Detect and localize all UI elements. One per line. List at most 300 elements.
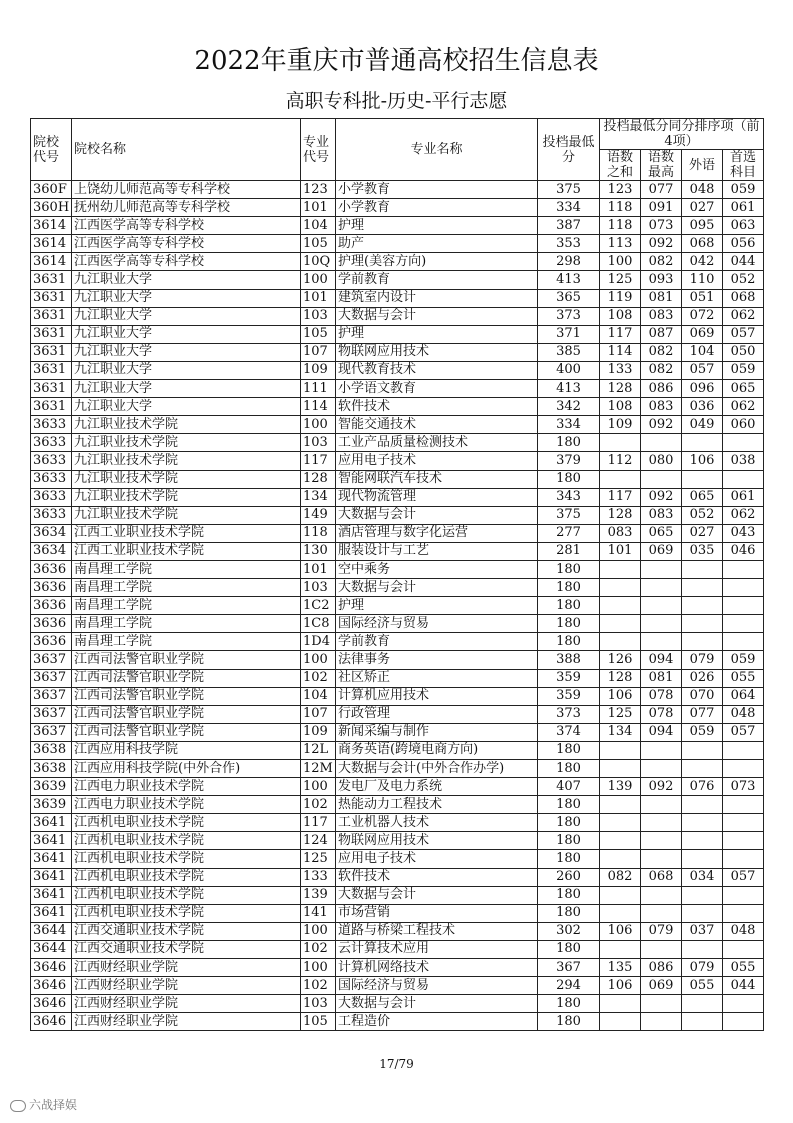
table-row [31,760,764,778]
sum-cn-math-cell: 100 [600,253,641,271]
first-subject-cell: 056 [723,235,764,253]
major-name-cell: 大数据与会计 [336,506,538,524]
first-subject-cell: 061 [723,488,764,506]
sum-cn-math-cell [600,940,641,958]
school-name-cell: 江西医学高等专科学校 [72,253,301,271]
foreign-lang-cell: 095 [682,217,723,235]
table-row [31,597,764,615]
school-name-cell: 九江职业技术学院 [72,470,301,488]
max-cn-math-cell: 073 [641,217,682,235]
max-cn-math-cell: 094 [641,651,682,669]
first-subject-cell [723,832,764,850]
table-row [31,253,764,271]
max-cn-math-cell: 086 [641,959,682,977]
max-cn-math-cell: 078 [641,705,682,723]
min-score-cell: 375 [538,181,600,199]
max-cn-math-cell: 065 [641,524,682,542]
sum-cn-math-cell: 082 [600,868,641,886]
foreign-lang-cell: 027 [682,199,723,217]
major-name-cell: 国际经济与贸易 [336,977,538,995]
school-code-cell: 3633 [31,452,72,470]
table-row [31,633,764,651]
max-cn-math-cell [641,434,682,452]
major-name-cell: 现代教育技术 [336,361,538,379]
min-score-cell: 180 [538,760,600,778]
max-cn-math-cell [641,832,682,850]
min-score-cell: 385 [538,343,600,361]
table-row [31,506,764,524]
major-name-cell: 空中乘务 [336,560,538,578]
max-cn-math-cell: 087 [641,325,682,343]
major-code-cell: 149 [301,506,336,524]
foreign-lang-cell: 079 [682,651,723,669]
school-name-cell: 南昌理工学院 [72,633,301,651]
table-row [31,886,764,904]
table-row [31,325,764,343]
sum-cn-math-cell [600,579,641,597]
first-subject-cell: 043 [723,524,764,542]
foreign-lang-cell: 072 [682,307,723,325]
school-code-cell: 3631 [31,343,72,361]
table-row [31,560,764,578]
table-row [31,959,764,977]
max-cn-math-cell: 081 [641,289,682,307]
major-code-cell: 134 [301,488,336,506]
major-name-cell: 工程造价 [336,1013,538,1031]
major-name-cell: 市场营销 [336,904,538,922]
major-code-cell: 109 [301,361,336,379]
foreign-lang-cell [682,470,723,488]
major-code-cell: 124 [301,832,336,850]
major-code-cell: 100 [301,959,336,977]
sum-cn-math-cell [600,434,641,452]
school-code-cell: 3631 [31,380,72,398]
foreign-lang-cell [682,814,723,832]
max-cn-math-cell: 082 [641,343,682,361]
major-name-cell: 计算机网络技术 [336,959,538,977]
first-subject-cell: 052 [723,271,764,289]
major-code-cell: 105 [301,235,336,253]
foreign-lang-cell: 049 [682,416,723,434]
school-code-cell: 3631 [31,361,72,379]
max-cn-math-cell: 086 [641,380,682,398]
max-cn-math-cell: 083 [641,506,682,524]
table-row [31,235,764,253]
min-score-cell: 294 [538,977,600,995]
school-code-cell: 3646 [31,959,72,977]
major-name-cell: 软件技术 [336,398,538,416]
max-cn-math-cell [641,886,682,904]
min-score-cell: 373 [538,705,600,723]
min-score-cell: 400 [538,361,600,379]
school-code-cell: 3614 [31,235,72,253]
school-name-cell: 江西机电职业技术学院 [72,904,301,922]
table-row [31,470,764,488]
table-row [31,579,764,597]
sum-cn-math-cell: 106 [600,687,641,705]
first-subject-cell: 060 [723,416,764,434]
school-code-cell: 3646 [31,995,72,1013]
school-name-cell: 江西交通职业技术学院 [72,940,301,958]
sum-cn-math-cell: 113 [600,235,641,253]
header-tie-col: 首选科目 [723,150,764,181]
min-score-cell: 379 [538,452,600,470]
school-code-cell: 3641 [31,814,72,832]
school-name-cell: 九江职业技术学院 [72,452,301,470]
max-cn-math-cell [641,741,682,759]
first-subject-cell: 059 [723,651,764,669]
foreign-lang-cell [682,760,723,778]
sum-cn-math-cell [600,850,641,868]
max-cn-math-cell: 082 [641,253,682,271]
first-subject-cell: 057 [723,868,764,886]
foreign-lang-cell [682,741,723,759]
first-subject-cell [723,850,764,868]
sum-cn-math-cell [600,615,641,633]
sum-cn-math-cell: 119 [600,289,641,307]
min-score-cell: 180 [538,940,600,958]
admission-table [30,118,764,1031]
watermark [10,1096,77,1113]
school-name-cell: 九江职业大学 [72,325,301,343]
min-score-cell: 373 [538,307,600,325]
school-code-cell: 3631 [31,271,72,289]
major-name-cell: 工业机器人技术 [336,814,538,832]
first-subject-cell [723,579,764,597]
min-score-cell: 387 [538,217,600,235]
table-row [31,307,764,325]
table-row [31,1013,764,1031]
foreign-lang-cell [682,434,723,452]
header-school-name: 院校名称 [72,119,301,181]
min-score-cell: 180 [538,633,600,651]
school-name-cell: 九江职业技术学院 [72,488,301,506]
school-name-cell: 江西应用科技学院(中外合作) [72,760,301,778]
table-row [31,416,764,434]
school-code-cell: 3637 [31,723,72,741]
major-name-cell: 商务英语(跨境电商方向) [336,741,538,759]
first-subject-cell: 038 [723,452,764,470]
major-code-cell: 100 [301,922,336,940]
table-row [31,778,764,796]
sum-cn-math-cell: 128 [600,506,641,524]
max-cn-math-cell: 092 [641,416,682,434]
max-cn-math-cell: 068 [641,868,682,886]
table-row [31,814,764,832]
max-cn-math-cell: 092 [641,488,682,506]
school-name-cell: 江西司法警官职业学院 [72,723,301,741]
school-name-cell: 江西机电职业技术学院 [72,886,301,904]
min-score-cell: 180 [538,1013,600,1031]
min-score-cell: 180 [538,814,600,832]
major-code-cell: 102 [301,796,336,814]
foreign-lang-cell: 052 [682,506,723,524]
major-code-cell: 103 [301,579,336,597]
min-score-cell: 413 [538,271,600,289]
major-name-cell: 大数据与会计 [336,307,538,325]
foreign-lang-cell [682,995,723,1013]
major-code-cell: 141 [301,904,336,922]
foreign-lang-cell: 037 [682,922,723,940]
foreign-lang-cell [682,904,723,922]
sum-cn-math-cell [600,814,641,832]
max-cn-math-cell: 078 [641,687,682,705]
school-name-cell: 江西司法警官职业学院 [72,705,301,723]
table-row [31,488,764,506]
foreign-lang-cell [682,597,723,615]
max-cn-math-cell [641,796,682,814]
table-row [31,922,764,940]
min-score-cell: 277 [538,524,600,542]
table-row [31,868,764,886]
school-name-cell: 江西交通职业技术学院 [72,922,301,940]
school-code-cell: 3637 [31,651,72,669]
school-code-cell: 3633 [31,470,72,488]
max-cn-math-cell: 081 [641,669,682,687]
min-score-cell: 413 [538,380,600,398]
foreign-lang-cell [682,615,723,633]
foreign-lang-cell: 104 [682,343,723,361]
school-name-cell: 江西司法警官职业学院 [72,651,301,669]
school-name-cell: 抚州幼儿师范高等专科学校 [72,199,301,217]
school-name-cell: 江西机电职业技术学院 [72,814,301,832]
sum-cn-math-cell: 117 [600,325,641,343]
first-subject-cell [723,560,764,578]
sum-cn-math-cell: 083 [600,524,641,542]
school-name-cell: 九江职业大学 [72,398,301,416]
min-score-cell: 180 [538,832,600,850]
major-code-cell: 12L [301,741,336,759]
school-name-cell: 江西财经职业学院 [72,977,301,995]
school-code-cell: 3646 [31,977,72,995]
table-row [31,217,764,235]
school-code-cell: 3639 [31,796,72,814]
sum-cn-math-cell [600,832,641,850]
table-row [31,398,764,416]
max-cn-math-cell [641,633,682,651]
major-code-cell: 105 [301,325,336,343]
min-score-cell: 180 [538,886,600,904]
table-row [31,271,764,289]
major-code-cell: 130 [301,542,336,560]
major-code-cell: 118 [301,524,336,542]
max-cn-math-cell [641,597,682,615]
major-name-cell: 智能交通技术 [336,416,538,434]
foreign-lang-cell: 065 [682,488,723,506]
school-code-cell: 3638 [31,741,72,759]
school-name-cell: 江西财经职业学院 [72,1013,301,1031]
school-code-cell: 3631 [31,289,72,307]
header-major-code: 专业代号 [301,119,336,181]
school-name-cell: 九江职业技术学院 [72,416,301,434]
sum-cn-math-cell: 118 [600,217,641,235]
major-name-cell: 大数据与会计 [336,995,538,1013]
major-code-cell: 1C8 [301,615,336,633]
school-name-cell: 江西财经职业学院 [72,995,301,1013]
first-subject-cell [723,741,764,759]
first-subject-cell [723,615,764,633]
foreign-lang-cell [682,633,723,651]
table-row [31,995,764,1013]
school-code-cell: 3638 [31,760,72,778]
table-row [31,850,764,868]
major-name-cell: 护理 [336,325,538,343]
foreign-lang-cell: 036 [682,398,723,416]
first-subject-cell: 065 [723,380,764,398]
foreign-lang-cell: 026 [682,669,723,687]
school-code-cell: 3644 [31,922,72,940]
min-score-cell: 180 [538,850,600,868]
school-code-cell: 3636 [31,560,72,578]
school-name-cell: 南昌理工学院 [72,615,301,633]
school-code-cell: 3636 [31,633,72,651]
school-code-cell: 3646 [31,1013,72,1031]
min-score-cell: 260 [538,868,600,886]
major-code-cell: 109 [301,723,336,741]
school-name-cell: 南昌理工学院 [72,597,301,615]
max-cn-math-cell [641,850,682,868]
sum-cn-math-cell [600,597,641,615]
first-subject-cell: 057 [723,325,764,343]
min-score-cell: 281 [538,542,600,560]
table-row [31,705,764,723]
table-row [31,977,764,995]
school-name-cell: 江西财经职业学院 [72,959,301,977]
first-subject-cell [723,904,764,922]
major-name-cell: 应用电子技术 [336,850,538,868]
min-score-cell: 353 [538,235,600,253]
school-code-cell: 3633 [31,506,72,524]
school-name-cell: 江西机电职业技术学院 [72,832,301,850]
min-score-cell: 374 [538,723,600,741]
foreign-lang-cell: 069 [682,325,723,343]
max-cn-math-cell [641,940,682,958]
foreign-lang-cell: 070 [682,687,723,705]
major-code-cell: 133 [301,868,336,886]
school-code-cell: 3639 [31,778,72,796]
header-min-score: 投档最低分 [538,119,600,181]
foreign-lang-cell [682,796,723,814]
major-code-cell: 117 [301,452,336,470]
first-subject-cell: 046 [723,542,764,560]
major-code-cell: 100 [301,778,336,796]
page-number: 17/79 [379,1057,414,1071]
first-subject-cell: 062 [723,307,764,325]
major-name-cell: 大数据与会计 [336,579,538,597]
sum-cn-math-cell: 128 [600,380,641,398]
major-code-cell: 102 [301,977,336,995]
first-subject-cell [723,434,764,452]
sum-cn-math-cell: 108 [600,307,641,325]
school-name-cell: 江西医学高等专科学校 [72,217,301,235]
sum-cn-math-cell: 114 [600,343,641,361]
min-score-cell: 375 [538,506,600,524]
min-score-cell: 298 [538,253,600,271]
school-code-cell: 3641 [31,832,72,850]
major-name-cell: 助产 [336,235,538,253]
school-code-cell: 3614 [31,253,72,271]
table-row [31,289,764,307]
major-name-cell: 工业产品质量检测技术 [336,434,538,452]
school-code-cell: 3641 [31,886,72,904]
first-subject-cell: 073 [723,778,764,796]
major-code-cell: 10Q [301,253,336,271]
school-name-cell: 江西工业职业技术学院 [72,542,301,560]
major-code-cell: 103 [301,434,336,452]
school-name-cell: 江西司法警官职业学院 [72,669,301,687]
table-row [31,181,764,199]
first-subject-cell [723,814,764,832]
major-code-cell: 101 [301,560,336,578]
max-cn-math-cell: 079 [641,922,682,940]
school-name-cell: 江西电力职业技术学院 [72,796,301,814]
sum-cn-math-cell [600,886,641,904]
max-cn-math-cell: 082 [641,361,682,379]
major-code-cell: 123 [301,181,336,199]
table-row [31,542,764,560]
max-cn-math-cell [641,904,682,922]
major-name-cell: 物联网应用技术 [336,343,538,361]
sum-cn-math-cell [600,904,641,922]
first-subject-cell [723,633,764,651]
first-subject-cell: 059 [723,181,764,199]
sum-cn-math-cell: 135 [600,959,641,977]
table-row [31,796,764,814]
table-row [31,452,764,470]
major-code-cell: 125 [301,850,336,868]
table-row [31,651,764,669]
max-cn-math-cell: 080 [641,452,682,470]
max-cn-math-cell [641,470,682,488]
min-score-cell: 180 [538,470,600,488]
first-subject-cell: 068 [723,289,764,307]
min-score-cell: 407 [538,778,600,796]
foreign-lang-cell [682,579,723,597]
max-cn-math-cell: 093 [641,271,682,289]
major-name-cell: 社区矫正 [336,669,538,687]
school-code-cell: 3641 [31,850,72,868]
school-name-cell: 九江职业大学 [72,380,301,398]
school-name-cell: 九江职业大学 [72,361,301,379]
school-code-cell: 3641 [31,904,72,922]
sum-cn-math-cell: 134 [600,723,641,741]
school-code-cell: 3636 [31,597,72,615]
min-score-cell: 343 [538,488,600,506]
sum-cn-math-cell [600,1013,641,1031]
page-title: 2022年重庆市普通高校招生信息表 [194,46,599,76]
major-name-cell: 软件技术 [336,868,538,886]
major-name-cell: 法律事务 [336,651,538,669]
school-name-cell: 九江职业大学 [72,307,301,325]
min-score-cell: 371 [538,325,600,343]
table-row [31,343,764,361]
sum-cn-math-cell [600,995,641,1013]
max-cn-math-cell [641,615,682,633]
major-code-cell: 102 [301,940,336,958]
major-name-cell: 云计算技术应用 [336,940,538,958]
foreign-lang-cell: 035 [682,542,723,560]
first-subject-cell [723,886,764,904]
major-name-cell: 学前教育 [336,633,538,651]
sum-cn-math-cell: 117 [600,488,641,506]
foreign-lang-cell: 079 [682,959,723,977]
max-cn-math-cell [641,560,682,578]
foreign-lang-cell: 048 [682,181,723,199]
first-subject-cell [723,995,764,1013]
foreign-lang-cell: 106 [682,452,723,470]
school-code-cell: 3636 [31,615,72,633]
table-row [31,940,764,958]
